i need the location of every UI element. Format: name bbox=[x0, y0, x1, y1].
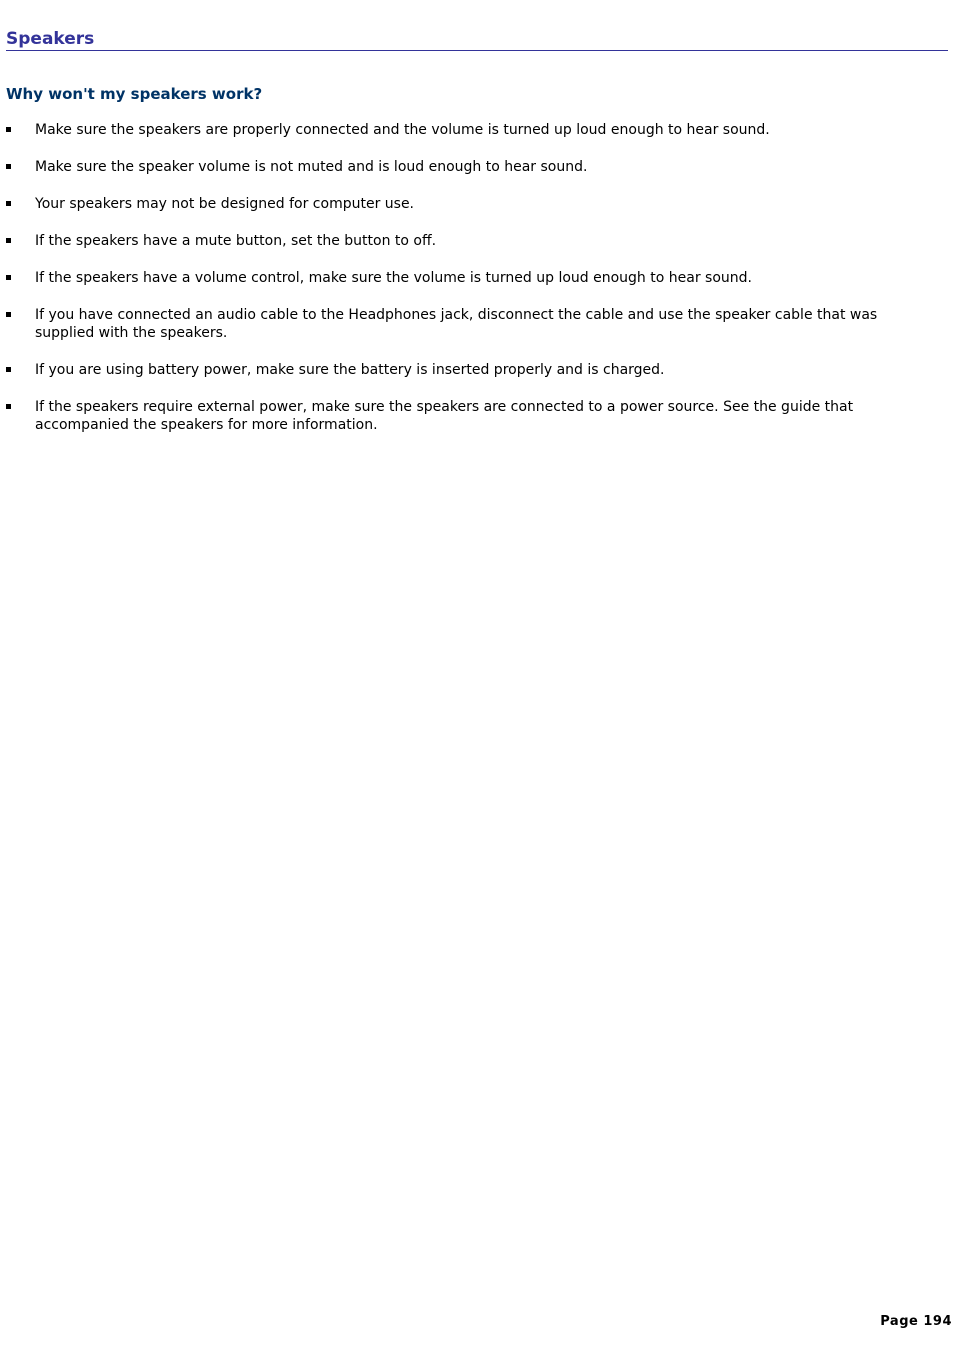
square-bullet-icon bbox=[6, 275, 11, 280]
list-item bbox=[6, 158, 918, 176]
list-item-text: Your speakers may not be designed for computer use. bbox=[35, 196, 415, 212]
section-heading: Why won't my speakers work? bbox=[6, 85, 263, 103]
list-item-text: If the speakers require external power, make sure the speakers are connected to a power source. See the guide that accompanied the speakers for more information. bbox=[35, 399, 854, 433]
square-bullet-icon bbox=[6, 238, 11, 243]
square-bullet-icon bbox=[6, 404, 11, 409]
list-item bbox=[6, 361, 918, 379]
square-bullet-icon bbox=[6, 367, 11, 372]
square-bullet-icon bbox=[6, 164, 11, 169]
list-item bbox=[6, 121, 918, 139]
square-bullet-icon bbox=[6, 201, 11, 206]
list-item bbox=[6, 195, 918, 213]
list-item-text: Make sure the speakers are properly connected and the volume is turned up loud enough to hear sound. bbox=[35, 122, 770, 138]
list-item bbox=[6, 232, 918, 250]
troubleshooting-list bbox=[6, 121, 918, 453]
square-bullet-icon bbox=[6, 312, 11, 317]
list-item-text: If you have connected an audio cable to the Headphones jack, disconnect the cable and use the speaker cable that was supplied with the speakers. bbox=[35, 307, 878, 341]
list-item bbox=[6, 398, 918, 434]
page-number: Page 194 bbox=[880, 1314, 952, 1329]
list-item bbox=[6, 306, 918, 342]
list-item-text: If the speakers have a mute button, set the button to off. bbox=[35, 233, 437, 249]
square-bullet-icon bbox=[6, 127, 11, 132]
list-item-text: If you are using battery power, make sure the battery is inserted properly and is charged. bbox=[35, 362, 665, 378]
page-title: Speakers bbox=[6, 28, 948, 51]
list-item bbox=[6, 269, 918, 287]
list-item-text: Make sure the speaker volume is not muted and is loud enough to hear sound. bbox=[35, 159, 588, 175]
list-item-text: If the speakers have a volume control, make sure the volume is turned up loud enough to hear sound. bbox=[35, 270, 752, 286]
